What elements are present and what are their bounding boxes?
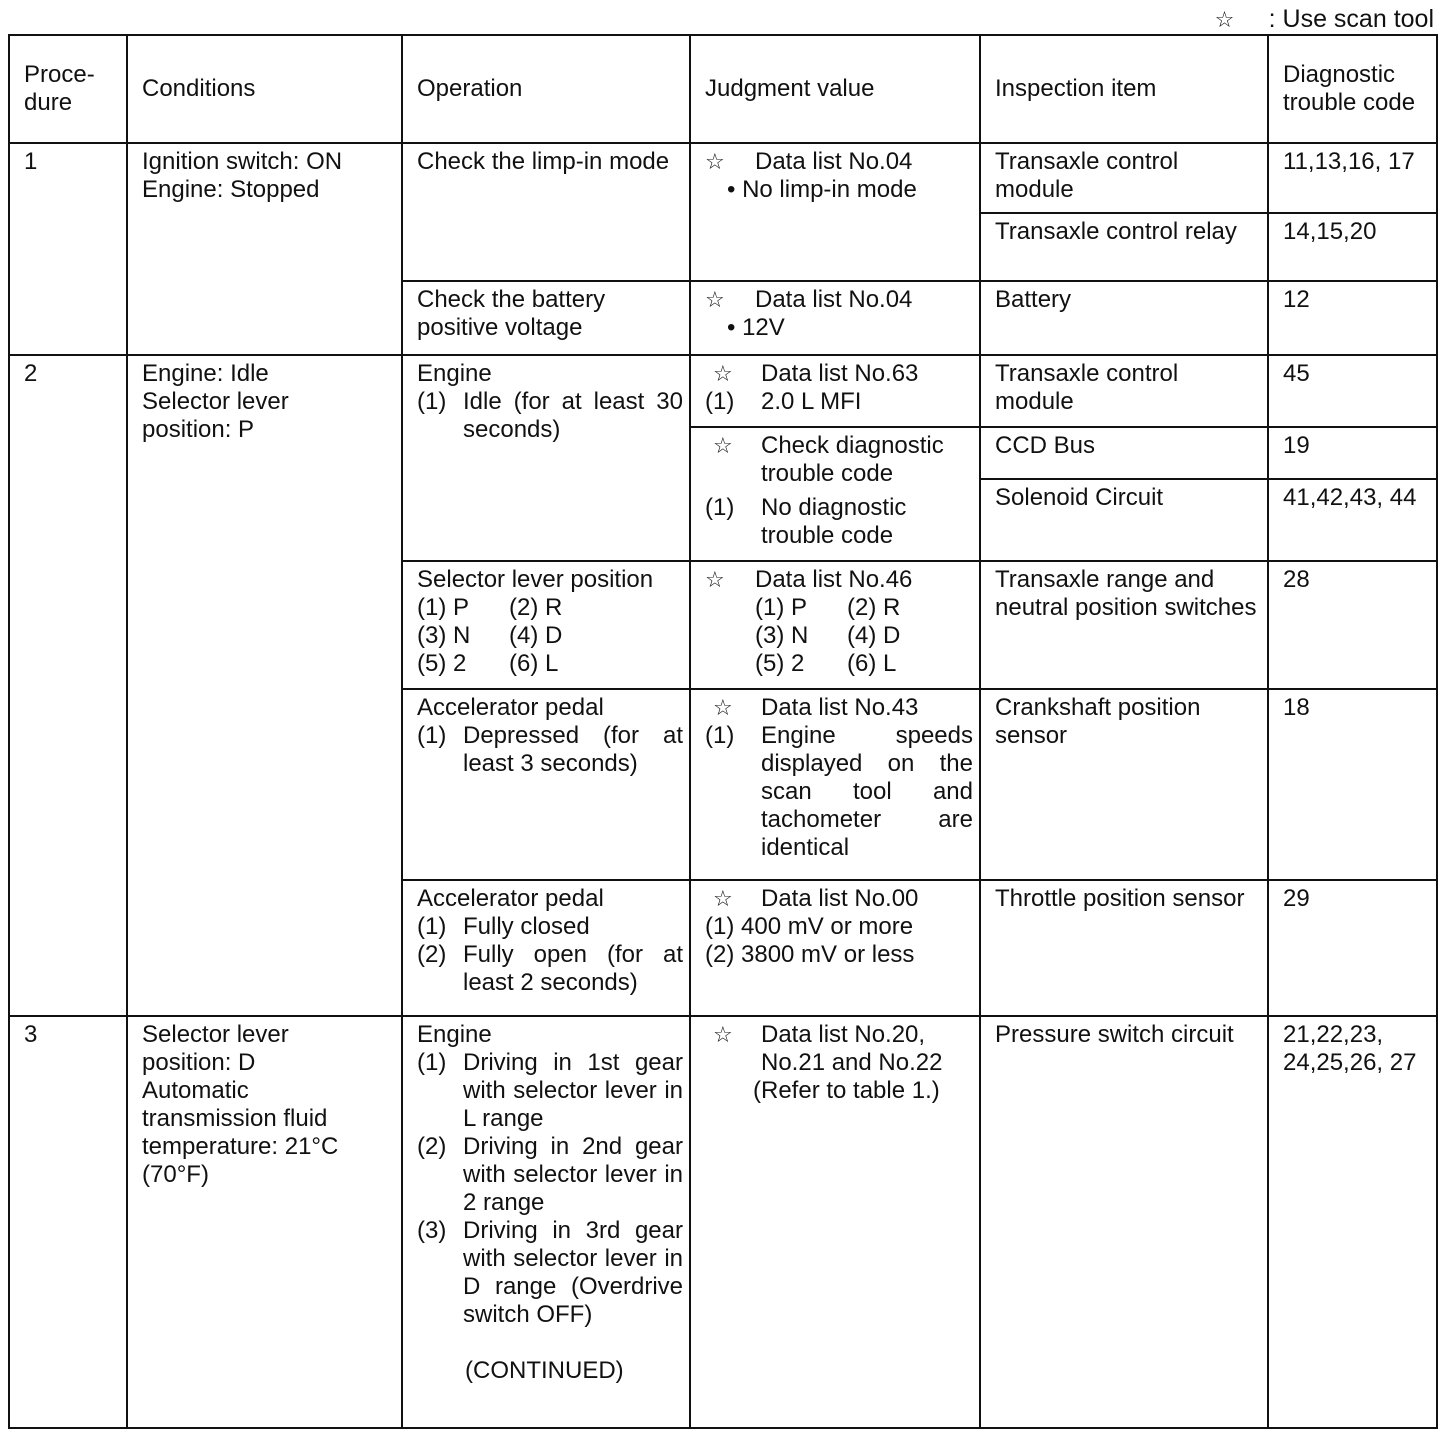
condition-text: Ignition switch: ON [142, 148, 343, 175]
dtc-cell: 11,13,16, 17 [1268, 143, 1437, 213]
item-text: No diagnostic trouble code [761, 494, 907, 549]
list-item: (6) L [509, 650, 559, 677]
item-text: 2.0 L MFI [761, 388, 862, 415]
judgment-cell [690, 281, 980, 355]
star-icon: ☆ [713, 1022, 733, 1047]
judgment-cell [690, 427, 980, 561]
dtc-cell: 29 [1268, 880, 1437, 1016]
procedure-number: 3 [9, 1016, 127, 1428]
header-operation: Operation [402, 35, 690, 143]
judgment-text: (Refer to table 1.) [753, 1077, 940, 1104]
inspection-cell: Crankshaft position sensor [980, 689, 1268, 880]
judgment-text: Data list No.46 [755, 566, 913, 593]
item-number: (1) [417, 1049, 447, 1076]
conditions-cell [127, 355, 402, 1016]
item-number: (2) [417, 941, 447, 968]
table-row [9, 1016, 1437, 1428]
list-item: (3) N [755, 622, 809, 649]
judgment-text: • 12V [705, 314, 973, 342]
condition-text: Engine: Stopped [142, 176, 320, 203]
star-icon: ☆ [705, 149, 725, 174]
judgment-text: Check diagnostic trouble code [761, 432, 944, 487]
inspection-cell: Transaxle control module [980, 355, 1268, 427]
star-icon: ☆ [705, 567, 725, 592]
list-item: (4) D [509, 622, 563, 649]
inspection-cell: Throttle position sensor [980, 880, 1268, 1016]
item-number: (1) [417, 388, 447, 415]
operation-cell [402, 880, 690, 1016]
item-number: (1) [417, 722, 447, 749]
judgment-text: (1) 400 mV or more [705, 913, 914, 940]
item-number: (1) [705, 722, 735, 749]
header-row [9, 35, 1437, 143]
item-text: Driving in 2nd gear with selector lever in 2 range [463, 1133, 683, 1216]
list-item: (4) D [847, 622, 901, 649]
judgment-text: Data list No.04 [755, 148, 913, 175]
operation-cell: Check the battery positive voltage [402, 281, 690, 355]
header-conditions: Conditions [127, 35, 402, 143]
condition-text: Selector lever position: D [142, 1021, 289, 1076]
operation-cell [402, 355, 690, 561]
star-icon: ☆ [705, 287, 725, 312]
item-number: (1) [705, 494, 735, 521]
operation-cell [402, 561, 690, 689]
judgment-cell [690, 689, 980, 880]
star-icon: ☆ [713, 886, 733, 911]
judgment-text: Data list No.43 [761, 694, 919, 721]
dtc-cell: 45 [1268, 355, 1437, 427]
list-item: (5) 2 [417, 650, 467, 677]
judgment-text: (2) 3800 mV or less [705, 941, 915, 968]
inspection-cell: Solenoid Circuit [980, 479, 1268, 561]
operation-title: Selector lever position [417, 566, 654, 593]
conditions-cell [127, 143, 402, 355]
legend-text: : Use scan tool [1268, 5, 1434, 33]
judgment-cell [690, 1016, 980, 1428]
dtc-cell: 14,15,20 [1268, 213, 1437, 281]
header-procedure: Proce- dure [9, 35, 127, 143]
operation-title: Accelerator pedal [417, 694, 604, 721]
dtc-cell: 21,22,23, 24,25,26, 27 [1268, 1016, 1437, 1428]
position-list [417, 594, 683, 678]
item-text: Idle (for at least 30 seconds) [463, 388, 683, 443]
judgment-text: Data list No.00 [761, 885, 919, 912]
condition-text: Automatic transmission fluid temperature: 21°C (70°F) [142, 1077, 339, 1188]
list-item: (1) P [417, 594, 470, 621]
item-text: Depressed (for at least 3 seconds) [463, 722, 683, 777]
list-item: (2) R [509, 594, 563, 621]
table-row [9, 355, 1437, 427]
list-item: (3) N [417, 622, 471, 649]
operation-cell: Check the limp-in mode [402, 143, 690, 281]
operation-title: Accelerator pedal [417, 885, 604, 912]
judgment-cell [690, 143, 980, 281]
item-text: Driving in 3rd gear with selector lever in D range (Overdrive switch OFF) [463, 1217, 683, 1328]
table-row [9, 143, 1437, 213]
item-number: (1) [705, 388, 735, 415]
dtc-cell: 18 [1268, 689, 1437, 880]
judgment-text: Data list No.04 [755, 286, 913, 313]
operation-title: Engine [417, 360, 492, 387]
item-text: Driving in 1st gear with selector lever in L range [463, 1049, 683, 1132]
item-text: Engine speeds displayed on the scan tool and tachometer are identical [761, 722, 973, 861]
procedure-number: 1 [9, 143, 127, 355]
star-icon: ☆ [713, 433, 733, 458]
item-number: (2) [417, 1133, 447, 1160]
inspection-cell: Transaxle control module [980, 143, 1268, 213]
operation-cell [402, 1016, 690, 1428]
inspection-cell: Battery [980, 281, 1268, 355]
inspection-cell: Pressure switch circuit [980, 1016, 1268, 1428]
judgment-text: Data list No.63 [761, 360, 919, 387]
procedure-number: 2 [9, 355, 127, 1016]
operation-title: Engine [417, 1021, 492, 1048]
condition-text: Selector lever position: P [142, 388, 289, 443]
dtc-cell: 12 [1268, 281, 1437, 355]
header-judgment: Judgment value [690, 35, 980, 143]
header-dtc: Diagnostic trouble code [1268, 35, 1437, 143]
item-number: (3) [417, 1217, 447, 1244]
star-icon: ☆ [713, 361, 733, 386]
judgment-cell [690, 561, 980, 689]
dtc-cell: 41,42,43, 44 [1268, 479, 1437, 561]
scan-tool-legend [1215, 6, 1434, 33]
judgment-cell [690, 355, 980, 427]
item-number: (1) [417, 913, 447, 940]
judgment-cell [690, 880, 980, 1016]
list-item: (1) P [755, 594, 808, 621]
position-list [705, 594, 973, 678]
condition-text: Engine: Idle [142, 360, 269, 387]
diagnostic-table [8, 34, 1438, 1429]
dtc-cell: 28 [1268, 561, 1437, 689]
judgment-text: • No limp-in mode [705, 176, 973, 204]
inspection-cell: Transaxle range and neutral position switches [980, 561, 1268, 689]
list-item: (5) 2 [755, 650, 805, 677]
conditions-cell [127, 1016, 402, 1428]
operation-cell [402, 689, 690, 880]
inspection-cell: CCD Bus [980, 427, 1268, 479]
inspection-cell: Transaxle control relay [980, 213, 1268, 281]
list-item: (2) R [847, 594, 901, 621]
star-icon: ☆ [713, 695, 733, 720]
dtc-cell: 19 [1268, 427, 1437, 479]
star-icon: ☆ [1214, 7, 1235, 32]
item-text: Fully closed [463, 913, 590, 940]
header-inspection: Inspection item [980, 35, 1268, 143]
list-item: (6) L [847, 650, 897, 677]
judgment-text: Data list No.20, No.21 and No.22 [761, 1021, 943, 1076]
item-text: Fully open (for at least 2 seconds) [463, 941, 683, 996]
continued-note: (CONTINUED) [465, 1357, 624, 1384]
